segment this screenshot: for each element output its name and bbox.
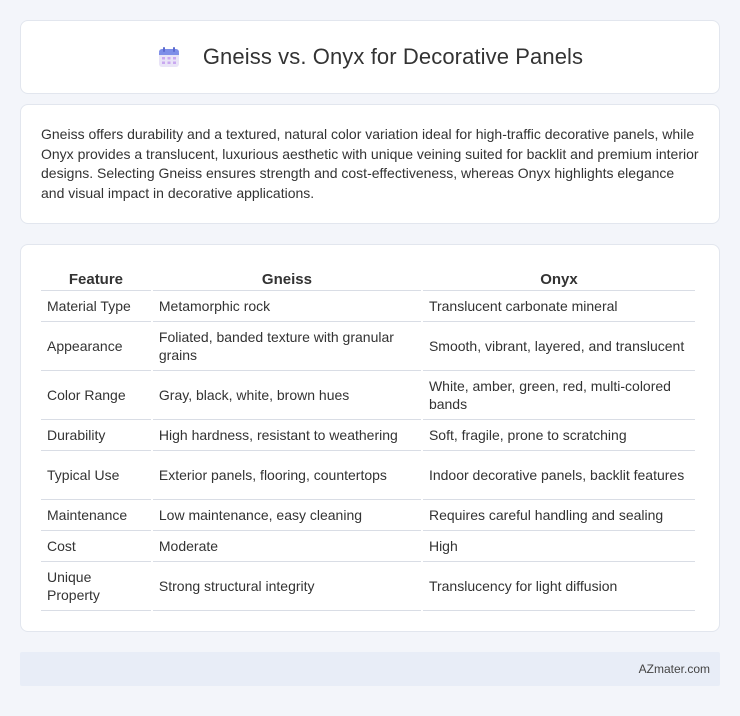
table-row bbox=[41, 531, 695, 562]
table-row bbox=[41, 322, 695, 371]
onyx-cell: Translucency for light diffusion bbox=[423, 562, 695, 611]
feature-cell: Cost bbox=[41, 531, 151, 562]
table-header-row bbox=[41, 265, 695, 291]
table-row bbox=[41, 291, 695, 322]
feature-cell: Typical Use bbox=[41, 451, 151, 500]
gneiss-cell: Moderate bbox=[153, 531, 421, 562]
onyx-cell: High bbox=[423, 531, 695, 562]
gneiss-cell: Foliated, banded texture with granular grains bbox=[153, 322, 421, 371]
header-gneiss: Gneiss bbox=[153, 265, 421, 291]
table-row bbox=[41, 500, 695, 531]
footer-brand: AZmater.com bbox=[638, 662, 710, 676]
header-onyx: Onyx bbox=[423, 265, 695, 291]
onyx-cell: Soft, fragile, prone to scratching bbox=[423, 420, 695, 451]
header-feature: Feature bbox=[41, 265, 151, 291]
comparison-table bbox=[39, 265, 697, 611]
gneiss-cell: High hardness, resistant to weathering bbox=[153, 420, 421, 451]
gneiss-cell: Gray, black, white, brown hues bbox=[153, 371, 421, 420]
onyx-cell: White, amber, green, red, multi-colored bands bbox=[423, 371, 695, 420]
feature-cell: Durability bbox=[41, 420, 151, 451]
onyx-cell: Indoor decorative panels, backlit features bbox=[423, 451, 695, 500]
table-row bbox=[41, 420, 695, 451]
intro-text: Gneiss offers durability and a textured, natural color variation ideal for high-traffic decorative panels, while Onyx provides a translucent, luxurious aesthetic with unique veining suited for backlit and premium interior designs. Selecting Gneiss ensures strength and cost-effectiveness, whereas Onyx highlights elegance and visual impact in decorative applications. bbox=[41, 126, 699, 201]
table-row bbox=[41, 371, 695, 420]
table-row bbox=[41, 451, 695, 500]
title-card bbox=[20, 20, 720, 94]
gneiss-cell: Strong structural integrity bbox=[153, 562, 421, 611]
table-row bbox=[41, 562, 695, 611]
feature-cell: Unique Property bbox=[41, 562, 151, 611]
gneiss-cell: Metamorphic rock bbox=[153, 291, 421, 322]
intro-card bbox=[20, 104, 720, 224]
comparison-card bbox=[20, 244, 720, 632]
onyx-cell: Smooth, vibrant, layered, and translucent bbox=[423, 322, 695, 371]
gneiss-cell: Exterior panels, flooring, countertops bbox=[153, 451, 421, 500]
feature-cell: Material Type bbox=[41, 291, 151, 322]
feature-cell: Appearance bbox=[41, 322, 151, 371]
page-title: Gneiss vs. Onyx for Decorative Panels bbox=[202, 44, 584, 69]
calendar-icon bbox=[157, 45, 181, 69]
feature-cell: Maintenance bbox=[41, 500, 151, 531]
footer bbox=[20, 652, 720, 686]
onyx-cell: Translucent carbonate mineral bbox=[423, 291, 695, 322]
onyx-cell: Requires careful handling and sealing bbox=[423, 500, 695, 531]
feature-cell: Color Range bbox=[41, 371, 151, 420]
gneiss-cell: Low maintenance, easy cleaning bbox=[153, 500, 421, 531]
